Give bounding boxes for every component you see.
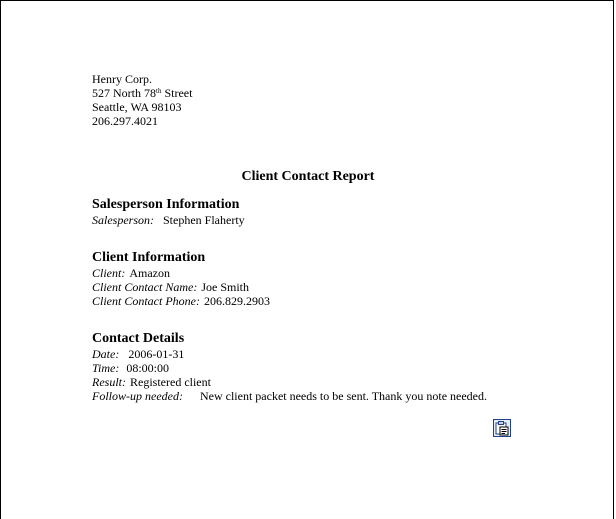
- date-row: [92, 347, 572, 361]
- company-phone: 206.297.4021: [92, 114, 158, 128]
- result-row: [92, 375, 572, 389]
- time-row: [92, 361, 572, 375]
- company-city-line: Seattle, WA 98103: [92, 100, 182, 114]
- salesperson-label: Salesperson:: [92, 213, 154, 227]
- company-name: Henry Corp.: [92, 72, 152, 86]
- date-label: Date:: [92, 347, 120, 361]
- salesperson-value: Stephen Flaherty: [163, 213, 245, 227]
- client-section-heading: Client Information: [92, 250, 206, 265]
- client-contact-name-row: [92, 280, 572, 294]
- client-contact-phone-value: 206.829.2903: [203, 294, 270, 308]
- report-document: [92, 72, 572, 403]
- result-value: Registered client: [130, 375, 211, 389]
- contact-details-section-heading: Contact Details: [92, 331, 185, 346]
- client-value: Amazon: [129, 266, 170, 280]
- client-label: Client:: [92, 266, 126, 280]
- client-contact-phone-row: [92, 294, 572, 308]
- date-value: 2006-01-31: [128, 347, 185, 361]
- street-ordinal-suffix: th: [156, 87, 162, 95]
- result-label: Result:: [92, 375, 126, 389]
- salesperson-section-heading: Salesperson Information: [92, 197, 240, 212]
- client-contact-name-label: Client Contact Name:: [92, 280, 198, 294]
- client-contact-phone-label: Client Contact Phone:: [92, 294, 200, 308]
- client-row: [92, 266, 572, 280]
- street-number: 527 North 78: [92, 86, 156, 100]
- salesperson-row: [92, 213, 572, 227]
- report-title: Client Contact Report: [241, 169, 375, 184]
- clipboard-icon[interactable]: [493, 419, 511, 437]
- company-street: [92, 86, 572, 100]
- followup-row: [92, 389, 572, 403]
- time-label: Time:: [92, 361, 120, 375]
- time-value: 08:00:00: [126, 361, 170, 375]
- client-contact-name-value: Joe Smith: [201, 280, 249, 294]
- clipboard-icon-glyph: [494, 420, 510, 436]
- street-name: Street: [161, 86, 193, 100]
- followup-label: Follow-up needed:: [92, 389, 183, 403]
- company-address-block: [92, 72, 572, 128]
- followup-value: New client packet needs to be sent. Thank you note needed.: [199, 389, 487, 403]
